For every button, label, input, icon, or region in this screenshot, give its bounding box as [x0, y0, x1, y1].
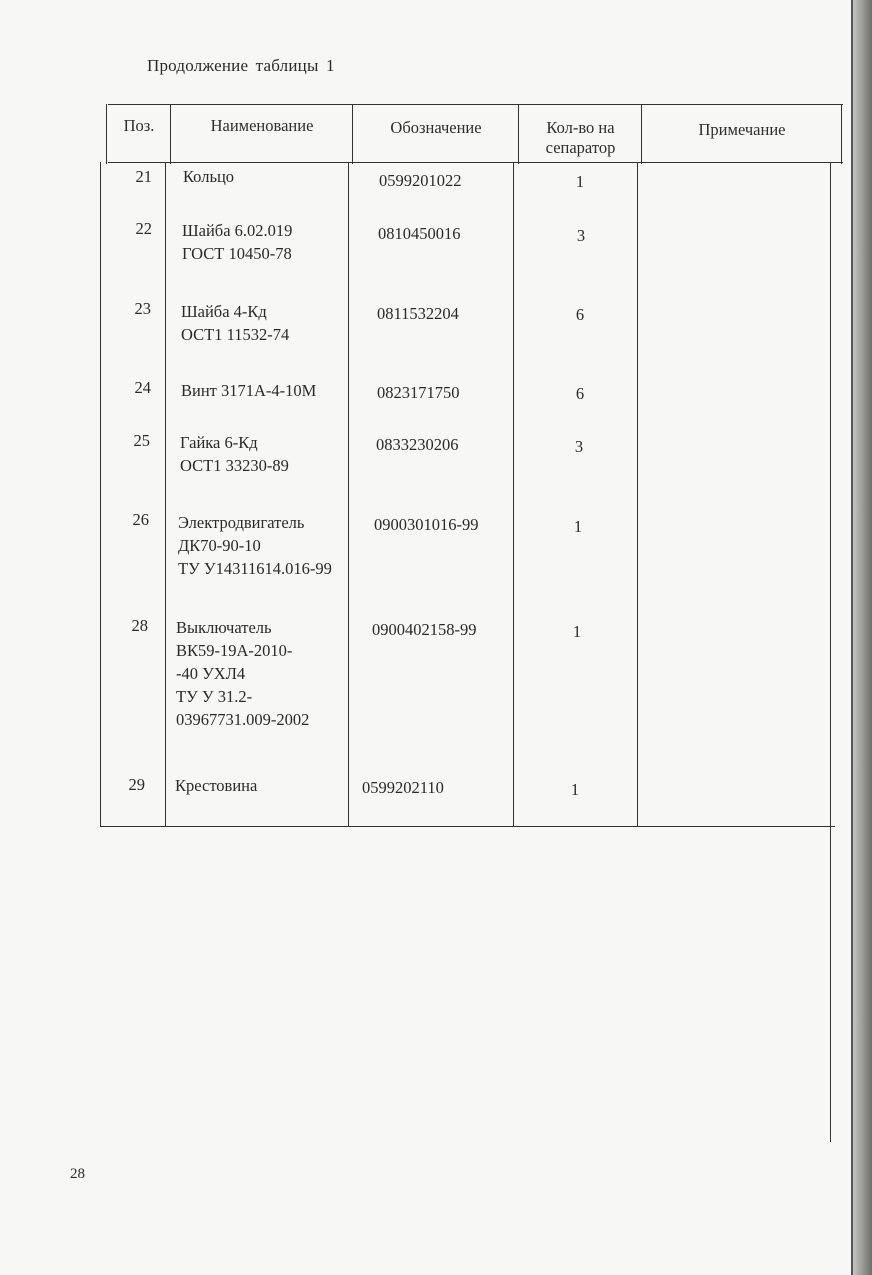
row-pos: 24 [134, 378, 151, 397]
row-designation: 0599202110 [362, 778, 444, 797]
row-pos: 22 [135, 219, 152, 238]
row-pos: 29 [128, 775, 145, 794]
column-divider-designation-lower [513, 162, 514, 827]
table-bottom-border [100, 826, 835, 827]
row-qty: 6 [575, 384, 585, 403]
page-edge-shadow [852, 0, 872, 1275]
row-qty: 3 [574, 437, 584, 456]
row-name: Крестовина [175, 776, 258, 795]
row-name: Выключатель ВК59-19А-2010- -40 УХЛ4 ТУ У 31.2- 03967731.009-2002 [176, 618, 310, 729]
row-qty: 3 [576, 226, 586, 245]
column-divider-name-lower [348, 162, 349, 827]
row-designation: 0833230206 [376, 435, 459, 454]
row-name: Электродвигатель ДК70-90-10 ТУ У14311614.016-99 [178, 513, 332, 578]
page-edge-line [851, 0, 853, 1275]
row-name: Шайба 6.02.019 ГОСТ 10450-78 [182, 221, 293, 263]
row-name: Кольцо [183, 167, 235, 186]
row-designation: 0810450016 [378, 224, 461, 243]
table-caption: Продолжение таблицы 1 [147, 56, 335, 75]
row-qty: 1 [572, 622, 582, 641]
row-designation: 0823171750 [377, 383, 460, 402]
row-pos: 28 [131, 616, 148, 635]
row-pos: 23 [134, 299, 151, 318]
row-qty: 1 [570, 780, 580, 799]
row-designation: 0900402158-99 [372, 620, 477, 639]
header-qty-line1: Кол-во на [546, 118, 615, 137]
header-pos: Поз. [123, 116, 155, 135]
row-name: Шайба 4-Кд ОСТ1 11532-74 [181, 302, 290, 344]
header-name: Наименование [210, 116, 314, 135]
row-qty: 6 [575, 305, 585, 324]
row-qty: 1 [575, 172, 585, 191]
header-note: Примечание [698, 120, 786, 139]
table-right-border [841, 104, 842, 164]
row-qty: 1 [573, 517, 583, 536]
row-designation: 0900301016-99 [374, 515, 479, 534]
column-divider-pos-lower [165, 162, 166, 827]
table-right-border-lower [830, 162, 831, 1142]
row-designation: 0599201022 [379, 171, 462, 190]
table-header-divider [108, 162, 843, 163]
header-designation: Обозначение [390, 118, 482, 137]
row-designation: 0811532204 [377, 304, 459, 323]
row-name: Винт 3171А-4-10М [181, 381, 317, 400]
table-top-border [108, 104, 843, 105]
column-divider-qty-lower [637, 162, 638, 827]
row-pos: 25 [133, 431, 150, 450]
header-qty-line2: сепаратор [545, 138, 616, 157]
row-pos: 26 [132, 510, 149, 529]
table-left-border-lower [100, 162, 101, 827]
page-number: 28 [70, 1166, 85, 1182]
row-name: Гайка 6-Кд ОСТ1 33230-89 [180, 433, 289, 475]
row-pos: 21 [135, 167, 152, 186]
